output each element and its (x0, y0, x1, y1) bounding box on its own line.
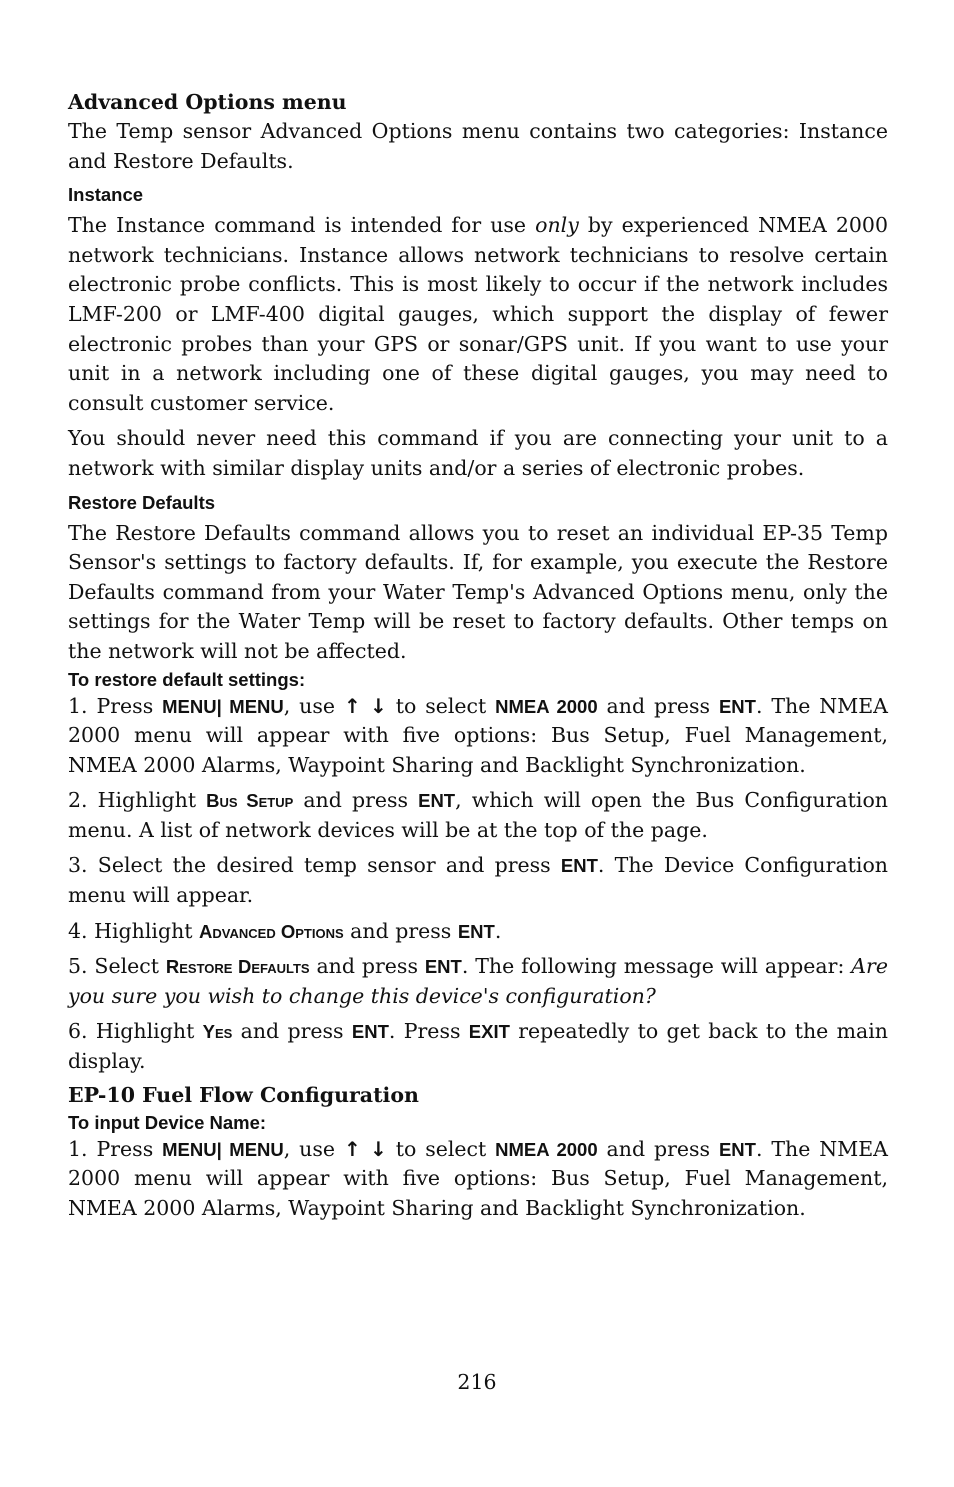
emphasis-only: only (535, 213, 579, 238)
step-1: 1. Press MENU| MENU, use ↑ ↓ to select NMEA 2000 and press ENT. The NMEA 2000 menu will appear with five options: Bus Setup, Fuel Management, NMEA 2000 Alarms, Waypoint Sharing and Backlight Synchronization. (68, 693, 888, 777)
confirmation-message: Are you sure you wish to change this device's configuration? (68, 954, 888, 1008)
key-nmea-2000: NMEA 2000 (495, 1138, 598, 1160)
menu-restore-defaults: Restore Defaults (165, 956, 310, 978)
step-6: 6. Highlight Yes and press ENT. Press EXIT repeatedly to get back to the main display. (68, 1019, 889, 1074)
step-1-device-name: 1. Press MENU| MENU, use ↑ ↓ to select NMEA 2000 and press ENT. The NMEA 2000 menu will appear with five options: Bus Setup, Fuel Management, NMEA 2000 Alarms, Waypoint Sharing and Backlight Synchronization. (68, 1136, 888, 1220)
heading-restore-defaults: Restore Defaults (68, 491, 216, 513)
key-ent: ENT (718, 695, 756, 717)
procedure-heading-restore: To restore default settings: (68, 668, 306, 690)
key-ent: ENT (560, 855, 598, 877)
section-title-ep10: EP-10 Fuel Flow Configuration (68, 1082, 419, 1107)
up-down-arrows-icon: ↑ ↓ (343, 693, 387, 718)
key-ent: ENT (457, 920, 495, 942)
step-2: 2. Highlight Bus Setup and press ENT, which will open the Bus Configuration menu. A list of network devices will be at the top of the page. (68, 788, 888, 842)
step-4: 4. Highlight Advanced Options and press ENT. (68, 918, 502, 943)
paragraph-restore-defaults: The Restore Defaults command allows you to reset an individual EP-35 Temp Sensor's settings to factory defaults. If, for example, you execute the Restore Defaults command from your Water Temp's Advanced Options menu, only the settings for the Water Temp will be reset to factory defaults. Other temps on the network will not be affected. (68, 520, 888, 663)
procedure-heading-device-name: To input Device Name: (68, 1111, 267, 1133)
menu-bus-setup: Bus Setup (206, 790, 294, 812)
key-ent: ENT (718, 1138, 756, 1160)
menu-advanced-options: Advanced Options (199, 920, 344, 942)
heading-instance: Instance (68, 184, 144, 206)
key-exit: EXIT (468, 1021, 510, 1043)
document-page (68, 88, 888, 1223)
step-5: 5. Select Restore Defaults and press ENT. The following message will appear: Are you sure you wish to change this device's configuration? (68, 954, 888, 1008)
menu-yes: Yes (202, 1021, 233, 1043)
page-number: 216 (457, 1370, 497, 1394)
paragraph-instance-1: The Instance command is intended for use only by experienced NMEA 2000 network technicians. Instance allows network technicians to resolve certain electronic probe conflicts. This is most likely to occur if the network includes LMF-200 or LMF-400 digital gauges, which support the display of fewer electronic probes than your GPS or sonar/GPS unit. If you want to use your unit in a network including one of these digital gauges, you may need to consult customer service. (68, 213, 889, 415)
key-nmea-2000: NMEA 2000 (495, 695, 598, 717)
section-title-advanced-options: Advanced Options menu (68, 90, 347, 114)
key-menu: MENU| MENU (162, 1138, 284, 1160)
up-down-arrows-icon: ↑ ↓ (343, 1136, 387, 1161)
key-ent: ENT (351, 1021, 389, 1043)
step-3: 3. Select the desired temp sensor and press ENT. The Device Configuration menu will appear. (68, 853, 889, 908)
key-menu: MENU| MENU (162, 695, 284, 717)
paragraph-instance-2: You should never need this command if you are connecting your unit to a network with similar display units and/or a series of electronic probes. (68, 426, 888, 480)
key-ent: ENT (418, 790, 456, 812)
paragraph-intro: The Temp sensor Advanced Options menu contains two categories: Instance and Restore Defaults. (68, 119, 888, 173)
key-ent: ENT (424, 956, 462, 978)
